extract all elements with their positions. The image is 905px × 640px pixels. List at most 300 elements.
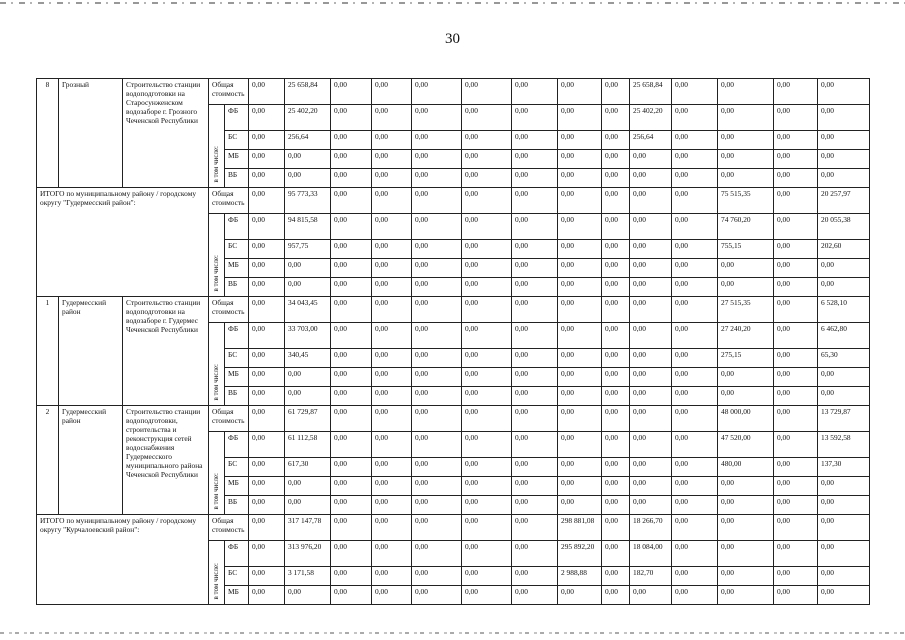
amount-cell: 0,00 [285, 496, 331, 515]
amount-cell: 2 988,88 [558, 567, 602, 586]
amount-cell: 0,00 [331, 188, 372, 214]
including-label-text: в том числе: [212, 255, 221, 292]
funding-source-label: ВБ [225, 278, 249, 297]
amount-cell: 0,00 [672, 169, 718, 188]
amount-cell: 0,00 [512, 188, 558, 214]
amount-cell: 0,00 [818, 541, 870, 567]
including-label [209, 432, 225, 515]
funding-source-label: МБ [225, 368, 249, 387]
amount-cell: 0,00 [249, 131, 285, 150]
amount-cell: 0,00 [331, 458, 372, 477]
amount-cell: 0,00 [372, 541, 412, 567]
amount-cell: 617,30 [285, 458, 331, 477]
including-label [209, 541, 225, 605]
amount-cell: 0,00 [818, 515, 870, 541]
amount-cell: 0,00 [462, 458, 512, 477]
amount-cell: 0,00 [818, 278, 870, 297]
amount-cell: 0,00 [672, 387, 718, 406]
amount-cell: 0,00 [285, 169, 331, 188]
amount-cell: 0,00 [412, 349, 462, 368]
amount-cell: 0,00 [249, 406, 285, 432]
amount-cell: 0,00 [372, 323, 412, 349]
amount-cell: 0,00 [818, 567, 870, 586]
amount-cell: 0,00 [331, 297, 372, 323]
amount-cell: 0,00 [774, 150, 818, 169]
amount-cell: 275,15 [718, 349, 774, 368]
amount-cell: 0,00 [331, 567, 372, 586]
amount-cell: 0,00 [331, 105, 372, 131]
amount-cell: 0,00 [672, 297, 718, 323]
amount-cell: 0,00 [285, 586, 331, 605]
amount-cell: 256,64 [630, 131, 672, 150]
amount-cell: 0,00 [558, 349, 602, 368]
project-row [37, 406, 870, 432]
total-title: ИТОГО по муниципальному району / городскому округу "Гудермесский район": [37, 188, 209, 297]
amount-cell: 0,00 [558, 586, 602, 605]
amount-cell: 0,00 [718, 496, 774, 515]
project-row [37, 297, 870, 323]
including-label-text: в том числе: [212, 146, 221, 183]
amount-cell: 0,00 [512, 131, 558, 150]
including-label [209, 214, 225, 297]
amount-cell: 0,00 [512, 368, 558, 387]
amount-cell: 0,00 [630, 458, 672, 477]
amount-cell: 0,00 [558, 214, 602, 240]
amount-cell: 0,00 [818, 131, 870, 150]
amount-cell: 0,00 [718, 586, 774, 605]
amount-cell: 340,45 [285, 349, 331, 368]
amount-cell: 0,00 [249, 323, 285, 349]
amount-cell: 3 171,58 [285, 567, 331, 586]
amount-cell: 0,00 [249, 278, 285, 297]
amount-cell: 0,00 [462, 79, 512, 105]
amount-cell: 0,00 [774, 541, 818, 567]
amount-cell: 0,00 [602, 150, 630, 169]
row-number: 1 [37, 297, 59, 406]
amount-cell: 0,00 [331, 150, 372, 169]
amount-cell: 0,00 [331, 541, 372, 567]
amount-cell: 0,00 [462, 188, 512, 214]
amount-cell: 0,00 [249, 586, 285, 605]
amount-cell: 480,00 [718, 458, 774, 477]
amount-cell: 0,00 [774, 496, 818, 515]
amount-cell: 0,00 [285, 368, 331, 387]
amount-cell: 0,00 [412, 79, 462, 105]
amount-cell: 0,00 [558, 188, 602, 214]
amount-cell: 0,00 [285, 259, 331, 278]
amount-cell: 0,00 [462, 278, 512, 297]
amount-cell: 0,00 [672, 458, 718, 477]
amount-cell: 0,00 [331, 406, 372, 432]
amount-cell: 0,00 [462, 387, 512, 406]
amount-cell: 0,00 [412, 131, 462, 150]
funding-source-label: ВБ [225, 387, 249, 406]
including-label-text: в том числе: [212, 563, 221, 600]
amount-cell: 0,00 [818, 105, 870, 131]
amount-cell: 0,00 [512, 432, 558, 458]
amount-cell: 0,00 [412, 541, 462, 567]
amount-cell: 0,00 [462, 169, 512, 188]
amount-cell: 0,00 [558, 368, 602, 387]
amount-cell: 0,00 [249, 368, 285, 387]
amount-cell: 0,00 [774, 297, 818, 323]
amount-cell: 0,00 [630, 368, 672, 387]
amount-cell: 0,00 [602, 406, 630, 432]
amount-cell: 0,00 [818, 496, 870, 515]
amount-cell: 20 257,97 [818, 188, 870, 214]
amount-cell: 0,00 [462, 586, 512, 605]
amount-cell: 0,00 [602, 214, 630, 240]
amount-cell: 0,00 [412, 515, 462, 541]
amount-cell: 0,00 [462, 131, 512, 150]
amount-cell: 0,00 [672, 323, 718, 349]
funding-source-label: МБ [225, 150, 249, 169]
amount-cell: 0,00 [602, 515, 630, 541]
amount-cell: 0,00 [818, 477, 870, 496]
amount-cell: 48 000,00 [718, 406, 774, 432]
scan-edge-top [0, 2, 905, 4]
amount-cell: 0,00 [512, 406, 558, 432]
amount-cell: 0,00 [372, 458, 412, 477]
amount-cell: 0,00 [602, 541, 630, 567]
amount-cell: 0,00 [630, 586, 672, 605]
amount-cell: 0,00 [462, 259, 512, 278]
amount-cell: 0,00 [672, 188, 718, 214]
amount-cell: 0,00 [672, 567, 718, 586]
amount-cell: 0,00 [512, 323, 558, 349]
amount-cell: 0,00 [672, 586, 718, 605]
project-description: Строительство станции водоподготовки, строительства и реконструкция сетей водоснабжения Гудермесского муниципального района Чеченской Республики [123, 406, 209, 515]
amount-cell: 0,00 [412, 297, 462, 323]
amount-cell: 0,00 [249, 259, 285, 278]
funding-source-label: БС [225, 240, 249, 259]
amount-cell: 0,00 [512, 214, 558, 240]
amount-cell: 0,00 [372, 169, 412, 188]
amount-cell: 0,00 [774, 131, 818, 150]
amount-cell: 0,00 [249, 214, 285, 240]
including-label-text: в том числе: [212, 473, 221, 510]
amount-cell: 0,00 [285, 477, 331, 496]
row-number: 8 [37, 79, 59, 188]
amount-cell: 0,00 [672, 105, 718, 131]
funding-source-label: ФБ [225, 323, 249, 349]
amount-cell: 0,00 [774, 432, 818, 458]
amount-cell: 0,00 [818, 586, 870, 605]
amount-cell: 0,00 [512, 458, 558, 477]
funding-source-label: ВБ [225, 169, 249, 188]
amount-cell: 298 881,08 [558, 515, 602, 541]
total-cost-label: Общая стоимость [209, 79, 249, 105]
amount-cell: 0,00 [372, 240, 412, 259]
amount-cell: 0,00 [331, 240, 372, 259]
amount-cell: 0,00 [630, 150, 672, 169]
amount-cell: 0,00 [285, 150, 331, 169]
amount-cell: 0,00 [512, 349, 558, 368]
amount-cell: 74 760,20 [718, 214, 774, 240]
amount-cell: 0,00 [602, 79, 630, 105]
amount-cell: 0,00 [774, 406, 818, 432]
amount-cell: 0,00 [462, 432, 512, 458]
total-cost-label: Общая стоимость [209, 406, 249, 432]
amount-cell: 75 515,35 [718, 188, 774, 214]
amount-cell: 0,00 [462, 240, 512, 259]
amount-cell: 0,00 [249, 150, 285, 169]
amount-cell: 0,00 [372, 131, 412, 150]
budget-body [37, 79, 870, 605]
amount-cell: 6 528,10 [818, 297, 870, 323]
amount-cell: 0,00 [249, 432, 285, 458]
amount-cell: 0,00 [630, 323, 672, 349]
amount-cell: 0,00 [602, 567, 630, 586]
amount-cell: 0,00 [718, 79, 774, 105]
amount-cell: 0,00 [630, 214, 672, 240]
amount-cell: 0,00 [818, 150, 870, 169]
amount-cell: 0,00 [818, 169, 870, 188]
scan-edge-bottom [0, 632, 905, 634]
amount-cell: 0,00 [818, 387, 870, 406]
amount-cell: 0,00 [249, 477, 285, 496]
amount-cell: 182,70 [630, 567, 672, 586]
amount-cell: 0,00 [412, 214, 462, 240]
amount-cell: 27 240,20 [718, 323, 774, 349]
amount-cell: 0,00 [331, 323, 372, 349]
amount-cell: 0,00 [602, 496, 630, 515]
funding-source-label: ФБ [225, 105, 249, 131]
amount-cell: 0,00 [602, 323, 630, 349]
amount-cell: 0,00 [512, 515, 558, 541]
amount-cell: 0,00 [249, 240, 285, 259]
amount-cell: 0,00 [774, 105, 818, 131]
amount-cell: 0,00 [558, 432, 602, 458]
amount-cell: 0,00 [249, 297, 285, 323]
amount-cell: 0,00 [774, 214, 818, 240]
amount-cell: 0,00 [558, 496, 602, 515]
amount-cell: 0,00 [818, 79, 870, 105]
amount-cell: 0,00 [512, 496, 558, 515]
amount-cell: 25 658,84 [630, 79, 672, 105]
amount-cell: 0,00 [462, 406, 512, 432]
amount-cell: 0,00 [462, 150, 512, 169]
amount-cell: 0,00 [558, 259, 602, 278]
amount-cell: 0,00 [249, 105, 285, 131]
amount-cell: 0,00 [372, 79, 412, 105]
amount-cell: 0,00 [372, 188, 412, 214]
amount-cell: 18 266,70 [630, 515, 672, 541]
amount-cell: 0,00 [558, 477, 602, 496]
amount-cell: 0,00 [331, 477, 372, 496]
amount-cell: 0,00 [718, 105, 774, 131]
including-label [209, 323, 225, 406]
amount-cell: 0,00 [372, 349, 412, 368]
amount-cell: 0,00 [512, 169, 558, 188]
amount-cell: 0,00 [372, 496, 412, 515]
district-name: Гудермесский район [59, 406, 123, 515]
amount-cell: 0,00 [512, 297, 558, 323]
amount-cell: 0,00 [718, 515, 774, 541]
amount-cell: 0,00 [412, 432, 462, 458]
amount-cell: 0,00 [331, 79, 372, 105]
amount-cell: 0,00 [718, 278, 774, 297]
amount-cell: 0,00 [249, 496, 285, 515]
amount-cell: 0,00 [462, 323, 512, 349]
amount-cell: 0,00 [818, 368, 870, 387]
amount-cell: 0,00 [372, 586, 412, 605]
amount-cell: 0,00 [558, 150, 602, 169]
amount-cell: 0,00 [331, 259, 372, 278]
amount-cell: 202,60 [818, 240, 870, 259]
amount-cell: 0,00 [512, 240, 558, 259]
amount-cell: 0,00 [512, 105, 558, 131]
amount-cell: 0,00 [602, 349, 630, 368]
amount-cell: 0,00 [602, 368, 630, 387]
amount-cell: 0,00 [774, 349, 818, 368]
amount-cell: 0,00 [672, 432, 718, 458]
amount-cell: 0,00 [558, 105, 602, 131]
amount-cell: 0,00 [602, 387, 630, 406]
amount-cell: 0,00 [249, 515, 285, 541]
amount-cell: 0,00 [462, 515, 512, 541]
amount-cell: 313 976,20 [285, 541, 331, 567]
amount-cell: 0,00 [630, 349, 672, 368]
amount-cell: 0,00 [774, 515, 818, 541]
amount-cell: 0,00 [672, 477, 718, 496]
amount-cell: 0,00 [602, 105, 630, 131]
row-number: 2 [37, 406, 59, 515]
amount-cell: 0,00 [558, 79, 602, 105]
amount-cell: 0,00 [774, 387, 818, 406]
amount-cell: 0,00 [285, 278, 331, 297]
total-cost-label: Общая стоимость [209, 297, 249, 323]
amount-cell: 0,00 [718, 150, 774, 169]
amount-cell: 0,00 [718, 131, 774, 150]
amount-cell: 0,00 [331, 387, 372, 406]
amount-cell: 0,00 [774, 169, 818, 188]
amount-cell: 0,00 [602, 297, 630, 323]
amount-cell: 0,00 [672, 349, 718, 368]
amount-cell: 0,00 [602, 131, 630, 150]
amount-cell: 0,00 [602, 240, 630, 259]
amount-cell: 0,00 [512, 541, 558, 567]
amount-cell: 0,00 [331, 586, 372, 605]
amount-cell: 0,00 [818, 259, 870, 278]
amount-cell: 0,00 [331, 349, 372, 368]
amount-cell: 0,00 [372, 567, 412, 586]
amount-cell: 0,00 [558, 323, 602, 349]
amount-cell: 0,00 [672, 496, 718, 515]
amount-cell: 0,00 [512, 259, 558, 278]
amount-cell: 0,00 [718, 368, 774, 387]
amount-cell: 13 592,58 [818, 432, 870, 458]
amount-cell: 0,00 [462, 477, 512, 496]
amount-cell: 0,00 [331, 368, 372, 387]
amount-cell: 0,00 [372, 214, 412, 240]
amount-cell: 0,00 [672, 278, 718, 297]
amount-cell: 0,00 [602, 432, 630, 458]
amount-cell: 0,00 [558, 387, 602, 406]
amount-cell: 0,00 [630, 259, 672, 278]
amount-cell: 0,00 [558, 169, 602, 188]
funding-source-label: БС [225, 458, 249, 477]
amount-cell: 0,00 [331, 131, 372, 150]
amount-cell: 0,00 [412, 496, 462, 515]
amount-cell: 0,00 [462, 567, 512, 586]
project-description: Строительство станции водоподготовки на водозаборе г. Гудермес Чеченской Республики [123, 297, 209, 406]
amount-cell: 0,00 [630, 496, 672, 515]
amount-cell: 61 729,87 [285, 406, 331, 432]
amount-cell: 0,00 [249, 349, 285, 368]
amount-cell: 0,00 [412, 105, 462, 131]
amount-cell: 27 515,35 [718, 297, 774, 323]
amount-cell: 0,00 [372, 150, 412, 169]
amount-cell: 256,64 [285, 131, 331, 150]
amount-cell: 0,00 [558, 406, 602, 432]
project-row [37, 79, 870, 105]
amount-cell: 0,00 [462, 496, 512, 515]
amount-cell: 0,00 [249, 79, 285, 105]
amount-cell: 0,00 [412, 567, 462, 586]
amount-cell: 25 402,20 [630, 105, 672, 131]
amount-cell: 0,00 [718, 477, 774, 496]
amount-cell: 0,00 [412, 406, 462, 432]
amount-cell: 295 892,20 [558, 541, 602, 567]
amount-cell: 6 462,80 [818, 323, 870, 349]
amount-cell: 0,00 [372, 387, 412, 406]
funding-source-label: ФБ [225, 541, 249, 567]
amount-cell: 0,00 [372, 515, 412, 541]
amount-cell: 0,00 [412, 240, 462, 259]
amount-cell: 0,00 [331, 214, 372, 240]
amount-cell: 0,00 [602, 278, 630, 297]
amount-cell: 0,00 [372, 477, 412, 496]
amount-cell: 0,00 [774, 259, 818, 278]
amount-cell: 0,00 [462, 349, 512, 368]
amount-cell: 0,00 [558, 240, 602, 259]
amount-cell: 33 703,00 [285, 323, 331, 349]
amount-cell: 0,00 [462, 541, 512, 567]
amount-cell: 0,00 [512, 567, 558, 586]
amount-cell: 0,00 [602, 169, 630, 188]
amount-cell: 0,00 [512, 586, 558, 605]
amount-cell: 0,00 [412, 477, 462, 496]
amount-cell: 0,00 [462, 105, 512, 131]
amount-cell: 0,00 [718, 567, 774, 586]
amount-cell: 0,00 [412, 458, 462, 477]
amount-cell: 0,00 [602, 586, 630, 605]
amount-cell: 0,00 [412, 259, 462, 278]
amount-cell: 0,00 [672, 406, 718, 432]
amount-cell: 0,00 [372, 259, 412, 278]
amount-cell: 0,00 [249, 387, 285, 406]
including-label [209, 105, 225, 188]
amount-cell: 18 084,00 [630, 541, 672, 567]
amount-cell: 0,00 [558, 131, 602, 150]
amount-cell: 0,00 [249, 541, 285, 567]
amount-cell: 0,00 [774, 458, 818, 477]
funding-source-label: ФБ [225, 432, 249, 458]
funding-source-label: БС [225, 567, 249, 586]
amount-cell: 0,00 [718, 259, 774, 278]
amount-cell: 0,00 [462, 297, 512, 323]
amount-cell: 0,00 [630, 188, 672, 214]
amount-cell: 0,00 [672, 150, 718, 169]
amount-cell: 0,00 [412, 586, 462, 605]
funding-source-label: ФБ [225, 214, 249, 240]
amount-cell: 0,00 [512, 387, 558, 406]
amount-cell: 0,00 [372, 278, 412, 297]
amount-cell: 95 773,33 [285, 188, 331, 214]
amount-cell: 25 658,84 [285, 79, 331, 105]
amount-cell: 0,00 [718, 541, 774, 567]
